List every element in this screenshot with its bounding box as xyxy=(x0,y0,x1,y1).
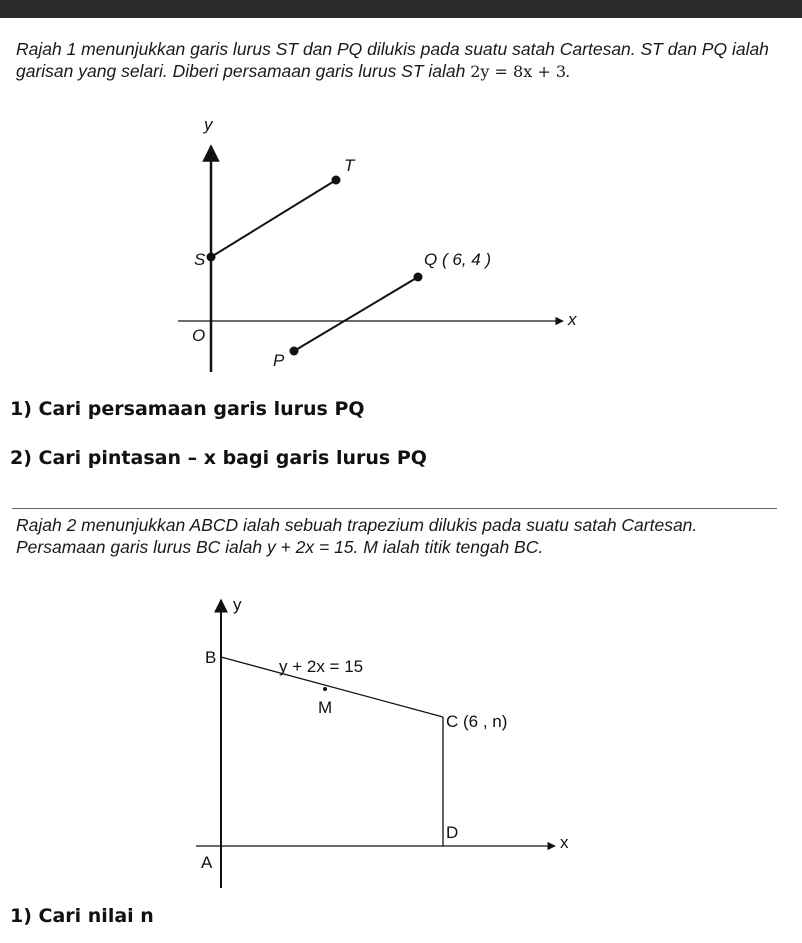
figure-2 xyxy=(196,595,569,888)
point-M-dot xyxy=(323,687,327,691)
section1-paragraph-end: . xyxy=(566,61,571,81)
section1-paragraph-text: Rajah 1 menunjukkan garis lurus ST dan PQ dilukis pada suatu satah Cartesan. ST dan PQ ialah garisan yang selari. Diberi persamaan garis lurus ST ialah xyxy=(16,39,769,81)
point-D-label: D xyxy=(446,823,459,842)
point-B-label: B xyxy=(205,648,217,667)
section1-question-2: 2) Cari pintasan – x bagi garis lurus PQ xyxy=(10,447,427,469)
point-M-label: M xyxy=(318,698,333,717)
section2-question-1: 1) Cari nilai n xyxy=(10,905,154,927)
fig1-y-label: y xyxy=(204,115,213,134)
fig1-origin-label: O xyxy=(192,326,206,345)
point-P-label: P xyxy=(273,351,285,370)
point-Q-dot xyxy=(414,273,423,282)
section1-question-1: 1) Cari persamaan garis lurus PQ xyxy=(10,398,365,420)
point-P-dot xyxy=(290,347,299,356)
fig1-x-label: x xyxy=(568,310,577,329)
point-A-label: A xyxy=(201,853,213,872)
figure-1 xyxy=(178,115,577,372)
point-C-label: C (6 , n) xyxy=(446,712,508,731)
point-T-dot xyxy=(332,176,341,185)
line-PQ xyxy=(294,277,418,351)
point-Q-label: Q ( 6, 4 ) xyxy=(424,250,492,269)
point-T-label: T xyxy=(344,156,355,175)
point-S-dot xyxy=(207,253,216,262)
line-ST xyxy=(211,180,336,257)
section2-paragraph: Rajah 2 menunjukkan ABCD ialah sebuah trapezium dilukis pada suatu satah Cartesan. Persamaan garis lurus BC ialah y + 2x = 15. M ialah titik tengah BC. xyxy=(16,515,698,557)
line-BC-equation: y + 2x = 15 xyxy=(279,657,364,676)
st-equation: 2y = 8x + 3 xyxy=(470,62,567,81)
point-S-label: S xyxy=(194,250,206,269)
fig2-x-label: x xyxy=(560,833,569,852)
fig2-y-label: y xyxy=(233,595,242,614)
section-divider xyxy=(12,508,777,509)
